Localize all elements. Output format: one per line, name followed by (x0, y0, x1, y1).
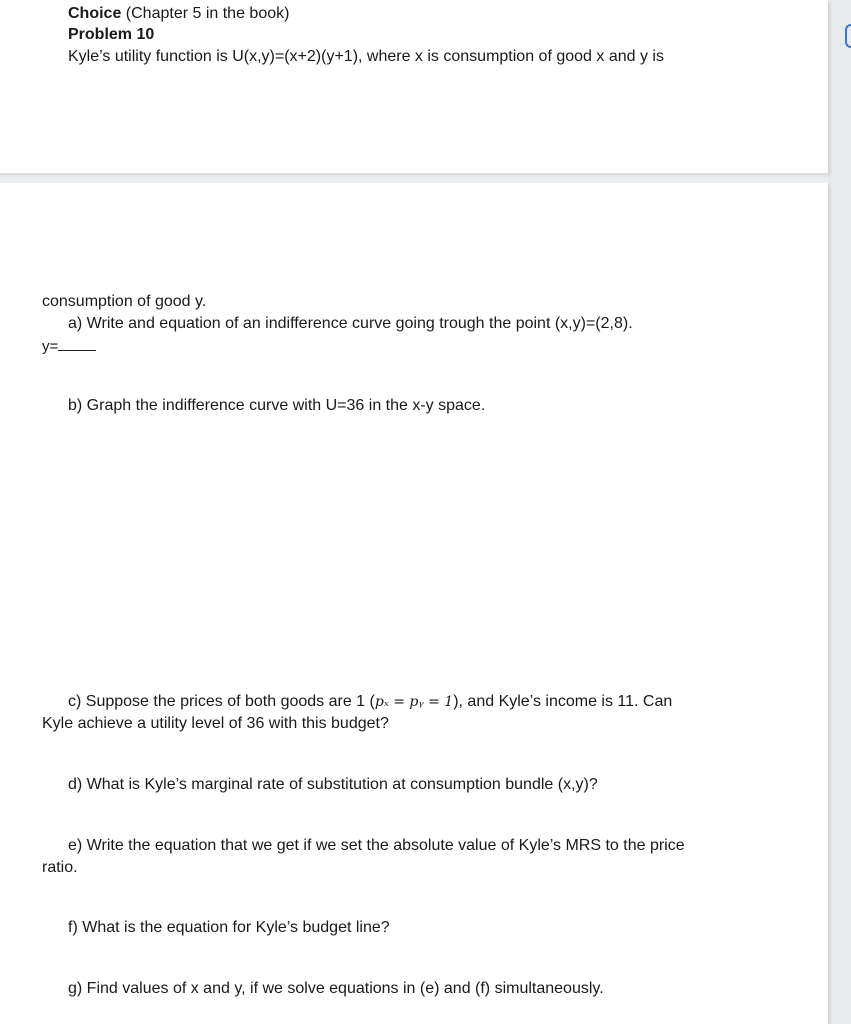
question-d: d) What is Kyle’s marginal rate of substitution at consumption bundle (x,y)? (68, 776, 598, 793)
question-c-part2: ), and Kyle’s income is 11. Can (453, 693, 673, 710)
question-g: g) Find values of x and y, if we solve equations in (e) and (f) simultaneously. (68, 980, 604, 997)
intro-text: Kyle’s utility function is U(x,y)=(x+2)(y+1), where x is consumption of good x and y is (68, 48, 664, 65)
question-e-line2: ratio. (42, 859, 78, 876)
question-c-line1 (68, 691, 672, 713)
question-a: a) Write and equation of an indifference curve going trough the point (x,y)=(2,8). (68, 315, 633, 332)
heading-choice: Choice (68, 5, 122, 22)
page-gap (0, 173, 828, 183)
question-b: b) Graph the indifference curve with U=36 in the x-y space. (68, 397, 486, 414)
edge-handle-icon[interactable] (845, 24, 851, 48)
answer-a-line (42, 336, 96, 357)
question-e-line1: e) Write the equation that we get if we set the absolute value of Kyle’s MRS to the price (68, 837, 685, 854)
problem-title: Problem 10 (68, 26, 155, 43)
question-c-line2: Kyle achieve a utility level of 36 with this budget? (42, 715, 389, 732)
question-f: f) What is the equation for Kyle’s budget line? (68, 919, 390, 936)
answer-a-prefix: y= (42, 338, 59, 355)
document-page-1 (0, 0, 828, 173)
price-equation: pₓ = pᵧ = 1 (374, 694, 454, 710)
question-c-part1: c) Suppose the prices of both goods are 1 ( (68, 693, 375, 710)
answer-blank (58, 336, 96, 351)
document-page-2 (0, 183, 828, 1024)
heading-chapter: (Chapter 5 in the book) (125, 5, 290, 22)
intro-continuation: consumption of good y. (42, 293, 207, 310)
section-heading (68, 3, 289, 24)
